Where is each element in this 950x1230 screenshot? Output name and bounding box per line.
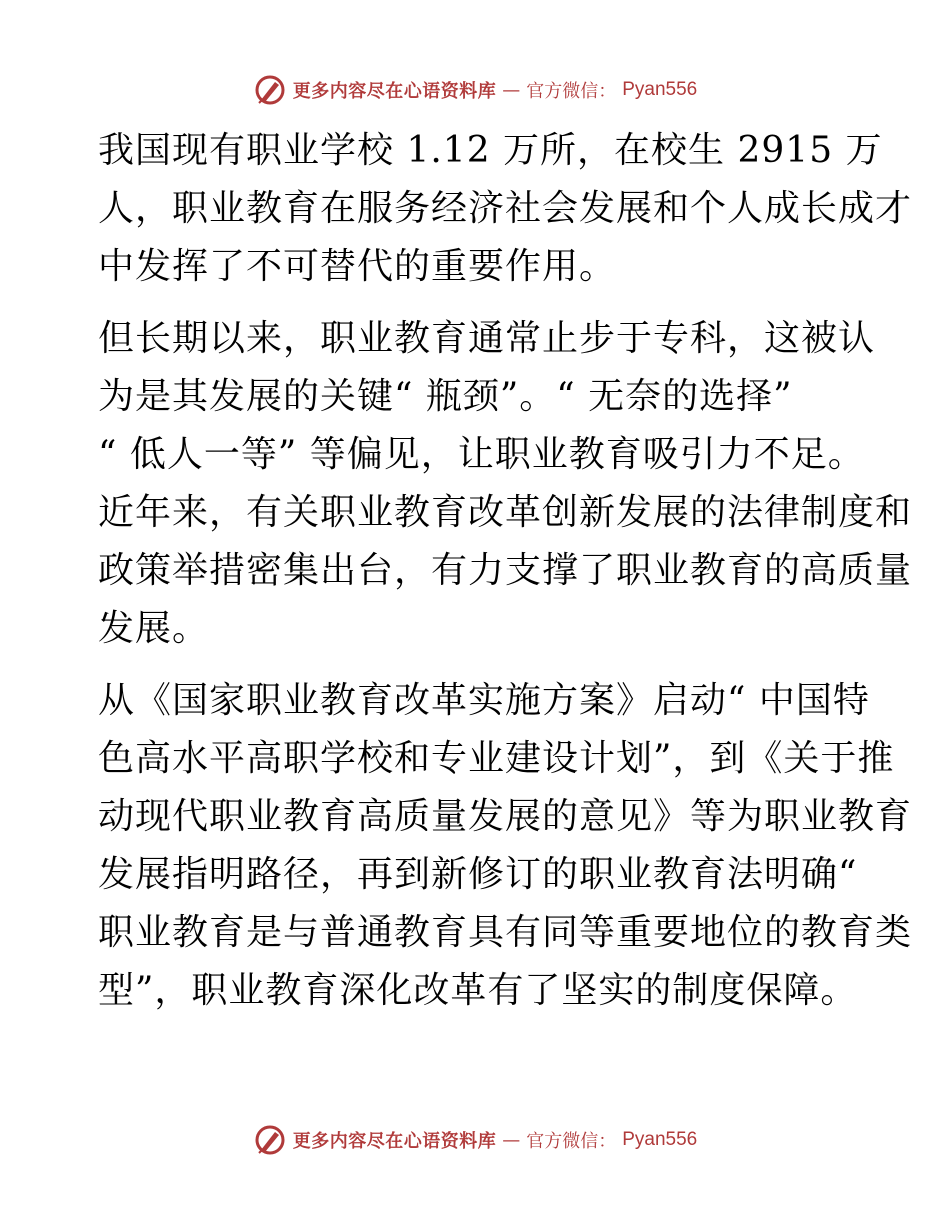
text-line: 近年来，有关职业教育改革创新发展的法律制度和 [98, 492, 913, 533]
text-line: 型”，职业教育深化改革有了坚实的制度保障。 [98, 970, 858, 1011]
text-line: 发展。 [98, 608, 210, 649]
text-line: 人，职业教育在服务经济社会发展和个人成长成才 [98, 188, 913, 229]
text-line: 从《国家职业教育改革实施方案》启动“ 中国特 [98, 680, 870, 721]
paragraph [98, 122, 913, 296]
text-line: 职业教育是与普通教育具有同等重要地位的教育类 [98, 912, 913, 953]
watermark-separator: — [502, 1129, 521, 1151]
text-line: 动现代职业教育高质量发展的意见》等为职业教育 [98, 796, 913, 837]
watermark-wechat-id: Pyan556 [622, 79, 698, 100]
paragraph [98, 310, 913, 658]
watermark-wechat-id: Pyan556 [622, 1129, 698, 1150]
watermark-label: 官方微信： [526, 1131, 617, 1152]
watermark-label: 官方微信： [526, 81, 617, 102]
watermark-text: 更多内容尽在心语资料库 [292, 81, 497, 102]
text-line: 我国现有职业学校 1.12 万所，在校生 2915 万 [98, 130, 883, 171]
watermark-separator: — [502, 79, 521, 101]
text-line: 但长期以来，职业教育通常止步于专科，这被认 [98, 318, 876, 359]
text-line: 发展指明路径，再到新修订的职业教育法明确“ [98, 854, 858, 895]
watermark-text: 更多内容尽在心语资料库 [292, 1131, 497, 1152]
text-line: “ 低人一等” 等偏见，让职业教育吸引力不足。 [98, 434, 865, 475]
text-line: 政策举措密集出台，有力支撑了职业教育的高质量 [98, 550, 913, 591]
text-line: 为是其发展的关键“ 瓶颈”。“ 无奈的选择” [98, 376, 793, 417]
header-watermark [0, 70, 950, 110]
quill-pen-circle-icon [253, 1123, 287, 1157]
text-line: 色高水平高职学校和专业建设计划”，到《关于推 [98, 738, 895, 779]
text-line: 中发挥了不可替代的重要作用。 [98, 246, 617, 287]
document-body [98, 122, 913, 1020]
paragraph [98, 672, 913, 1020]
quill-pen-circle-icon [253, 73, 287, 107]
footer-watermark [0, 1120, 950, 1160]
